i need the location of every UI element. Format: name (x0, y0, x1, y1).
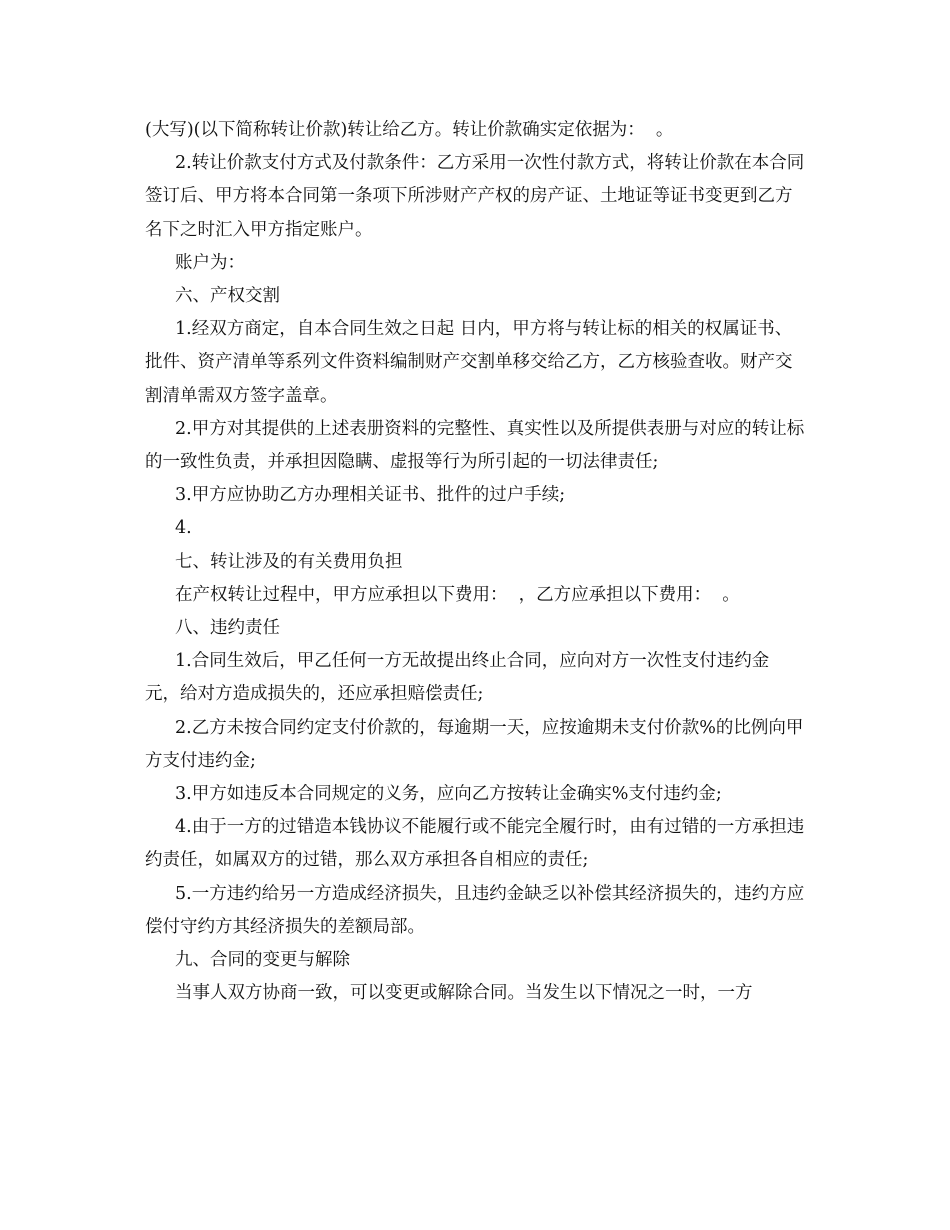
paragraph-liability-5: 5.一方违约给另一方造成经济损失，且违约金缺乏以补偿其经济损失的，违约方应偿付守约方其经济损失的差额局部。 (145, 883, 805, 937)
paragraph-price-basis: (大写)(以下简称转让价款)转让给乙方。转让价款确实定依据为： 。 (145, 120, 674, 140)
paragraph-handover-3: 3.甲方应协助乙方办理相关证书、批件的过户手续; (175, 485, 566, 506)
paragraph-handover-2: 2.甲方对其提供的上述表册资料的完整性、真实性以及所提供表册与对应的转让标的一致性负责，并承担因隐瞒、虚报等行为所引起的一切法律责任; (145, 418, 805, 473)
paragraph-fees: 在产权转让过程中，甲方应承担以下费用： ，乙方应承担以下费用： 。 (175, 584, 740, 605)
section-heading-liability: 八、违约责任 (175, 618, 280, 639)
paragraph-change-termination: 当事人双方协商一致，可以变更或解除合同。当发生以下情况之一时，一方 (175, 983, 753, 1004)
document-body (145, 114, 805, 1010)
paragraph-liability-3: 3.甲方如违反本合同规定的义务，应向乙方按转让金确实%支付违约金; (175, 784, 722, 805)
paragraph-liability-2: 2.乙方未按合同约定支付价款的，每逾期一天，应按逾期未支付价款%的比例向甲方支付违约金; (145, 717, 804, 771)
section-heading-change-termination: 九、合同的变更与解除 (175, 950, 350, 971)
paragraph-handover-4: 4. (175, 518, 192, 539)
paragraph-liability-1: 1.合同生效后，甲乙任何一方无故提出终止合同，应向对方一次性支付违约金 元，给对方造成损失的，还应承担赔偿责任; (145, 651, 775, 705)
section-heading-property-handover: 六、产权交割 (175, 286, 280, 307)
paragraph-payment-terms: 2.转让价款支付方式及付款条件：乙方采用一次性付款方式，将转让价款在本合同签订后、甲方将本合同第一条项下所涉财产产权的房产证、土地证等证书变更到乙方名下之时汇入甲方指定账户。 (145, 153, 805, 240)
paragraph-handover-1: 1.经双方商定，自本合同生效之日起 日内，甲方将与转让标的相关的权属证书、批件、资产清单等系列文件资料编制财产交割单移交给乙方，乙方核验查收。财产交割清单需双方签字盖章。 (145, 319, 793, 406)
section-heading-fees: 七、转让涉及的有关费用负担 (175, 551, 403, 572)
paragraph-liability-4: 4.由于一方的过错造本钱协议不能履行或不能完全履行时，由有过错的一方承担违约责任，如属双方的过错，那么双方承担各自相应的责任; (145, 817, 805, 871)
paragraph-account: 账户为： (175, 252, 245, 273)
